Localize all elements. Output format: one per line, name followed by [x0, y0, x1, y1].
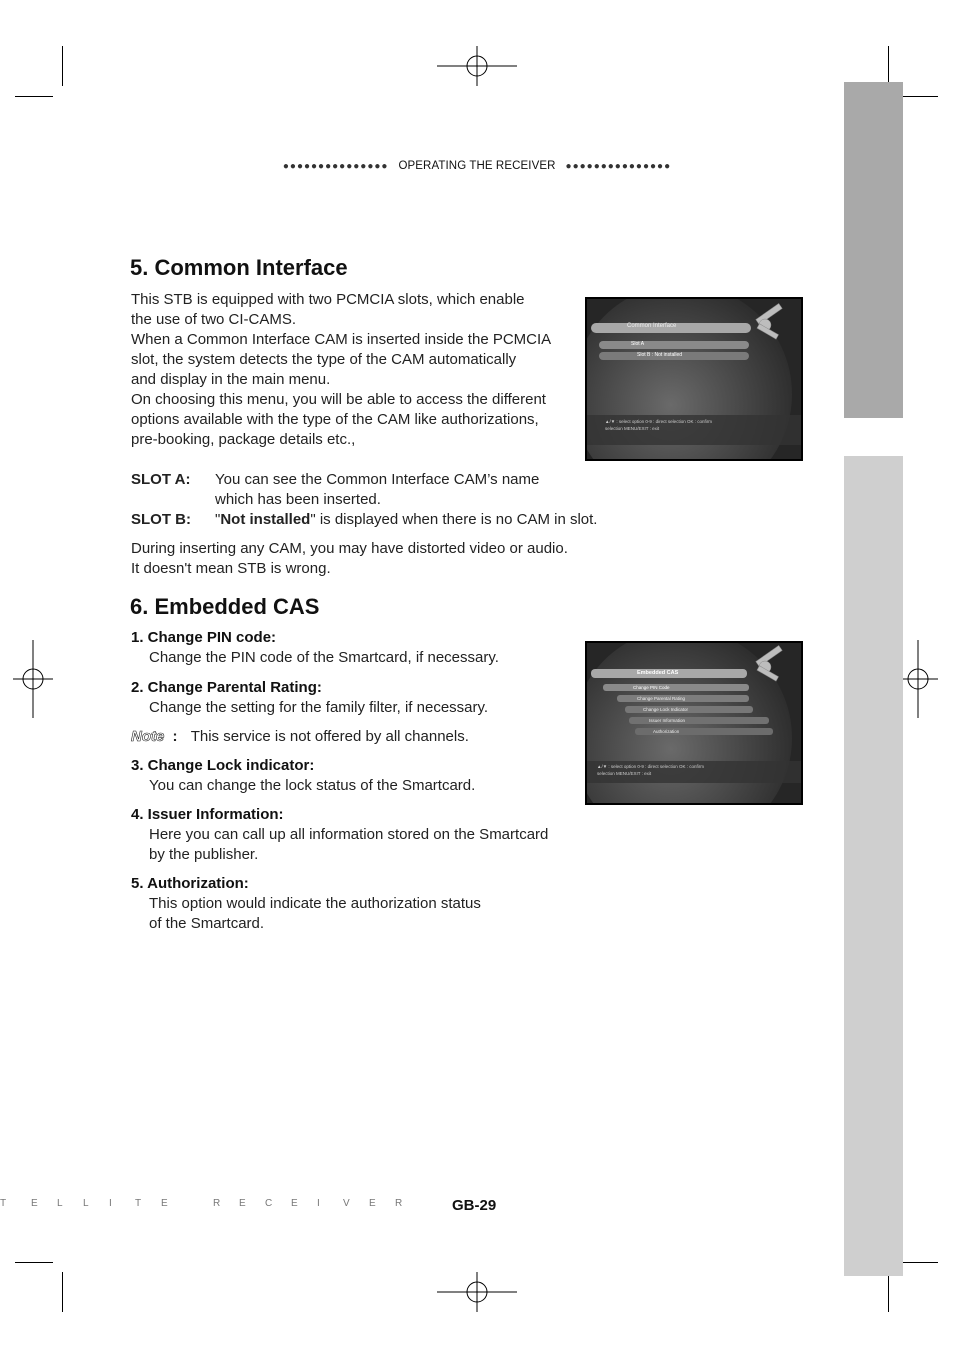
issuer-line: Here you can call up all information stored on the Smartcard	[149, 826, 549, 843]
footer-letter: E	[239, 1198, 246, 1209]
footer-letter: E	[161, 1198, 168, 1209]
footer-letter: E	[31, 1198, 38, 1209]
header-dots-left: ●●●●●●●●●●●●●●●	[282, 160, 389, 172]
footer-letter: L	[57, 1198, 63, 1209]
item-authorization-title: 5. Authorization:	[131, 875, 249, 892]
slot-b-status: Not installed	[220, 511, 311, 528]
item-change-pin-body: Change the PIN code of the Smartcard, if necessary.	[149, 649, 499, 666]
cas-screen-help	[597, 763, 704, 777]
common-interface-screenshot	[585, 297, 803, 461]
footer-letter: L	[83, 1198, 89, 1209]
ci-screen-title: Common Interface	[627, 323, 677, 329]
item-issuer-body	[149, 825, 579, 865]
intro-line: On choosing this menu, you will be able to access the different	[131, 391, 546, 408]
cam-warning	[131, 539, 611, 579]
cas-screen-item: Change Parental Rating	[637, 696, 686, 701]
section-5-heading: 5. Common Interface	[130, 255, 348, 280]
ci-help-line: selection MENU/EXIT : exit	[605, 426, 660, 431]
registration-mark-top	[437, 46, 517, 86]
section-5-intro	[131, 290, 576, 450]
cas-help-line: selection MENU/EXIT : exit	[597, 771, 652, 776]
item-parental-title: 2. Change Parental Rating:	[131, 679, 322, 696]
note-label: Note	[131, 728, 165, 745]
item-issuer-title: 4. Issuer Information:	[131, 806, 284, 823]
cas-help-line: ▲/▼ : select option 0-9 : direct selection OK : confirm	[597, 764, 704, 769]
issuer-line: by the publisher.	[149, 846, 259, 863]
registration-mark-left	[13, 640, 53, 718]
note	[131, 727, 469, 747]
slot-b-text	[215, 510, 635, 530]
footer-letter: R	[395, 1198, 403, 1209]
intro-line: and display in the main menu.	[131, 371, 331, 388]
footer-letter: C	[265, 1198, 273, 1209]
authorization-line: of the Smartcard.	[149, 915, 265, 932]
ci-help-line: ▲/▼ : select option 0-9 : direct selection OK : confirm	[605, 419, 712, 424]
slot-a-label: SLOT A:	[131, 471, 191, 488]
footer-brand-letters	[0, 1198, 421, 1209]
cas-screen-item: Issuer Information	[649, 718, 686, 723]
side-tab-light	[844, 456, 903, 1276]
item-change-pin-title: 1. Change PIN code:	[131, 629, 277, 646]
ci-screen-help	[605, 418, 712, 432]
cas-screen-item: Authorization	[653, 729, 680, 734]
footer-letter: T	[135, 1198, 142, 1209]
slot-b-rest: " is displayed when there is no CAM in slot.	[310, 511, 598, 528]
footer-letter: T	[0, 1198, 7, 1209]
intro-line: This STB is equipped with two PCMCIA slots, which enable	[131, 291, 525, 308]
warning-line: It doesn't mean STB is wrong.	[131, 560, 331, 577]
intro-line: When a Common Interface CAM is inserted inside the PCMCIA	[131, 331, 552, 348]
ci-screen-item-slot-b: Slot B : Not installed	[637, 352, 683, 358]
slot-a-line: which has been inserted.	[215, 491, 381, 508]
footer-letter: E	[369, 1198, 376, 1209]
section-6-heading: 6. Embedded CAS	[130, 594, 320, 619]
header-title: OPERATING THE RECEIVER	[398, 160, 556, 172]
footer-letter: E	[291, 1198, 298, 1209]
item-parental-body: Change the setting for the family filter, if necessary.	[149, 699, 489, 716]
warning-line: During inserting any CAM, you may have distorted video or audio.	[131, 540, 568, 557]
authorization-line: This option would indicate the authorization status	[149, 895, 481, 912]
cas-screen-title: Embedded CAS	[637, 670, 679, 676]
footer-letter: I	[109, 1198, 112, 1209]
running-header	[262, 157, 692, 175]
side-tab-dark	[844, 82, 903, 418]
cas-screen-item: Change Lock Indicator	[643, 707, 689, 712]
intro-line: slot, the system detects the type of the CAM automatically	[131, 351, 517, 368]
registration-mark-right	[898, 640, 938, 718]
slot-a-line: You can see the Common Interface CAM’s name	[215, 471, 540, 488]
cas-screen-item: Change PIN Code	[633, 685, 670, 690]
slot-b-label: SLOT B:	[131, 511, 191, 528]
intro-line: the use of two CI-CAMS.	[131, 311, 297, 328]
ci-screen-item-slot-a: Slot A	[631, 341, 645, 347]
registration-mark-bottom	[437, 1272, 517, 1312]
item-lock-body: You can change the lock status of the Smartcard.	[149, 777, 476, 794]
header-dots-right: ●●●●●●●●●●●●●●●	[565, 160, 672, 172]
slot-a-text	[215, 470, 615, 510]
embedded-cas-screenshot	[585, 641, 803, 805]
footer-letter: V	[343, 1198, 350, 1209]
footer-letter: I	[317, 1198, 320, 1209]
page-number: GB-29	[452, 1197, 497, 1214]
note-colon: :	[172, 728, 178, 745]
item-lock-title: 3. Change Lock indicator:	[131, 757, 315, 774]
intro-line: options available with the type of the CAM like authorizations,	[131, 411, 539, 428]
intro-line: pre-booking, package details etc.,	[131, 431, 356, 448]
slot-b-quote: "	[215, 511, 221, 528]
note-text: This service is not offered by all channels.	[190, 728, 469, 745]
item-authorization-body	[149, 894, 579, 934]
footer-letter: R	[213, 1198, 221, 1209]
